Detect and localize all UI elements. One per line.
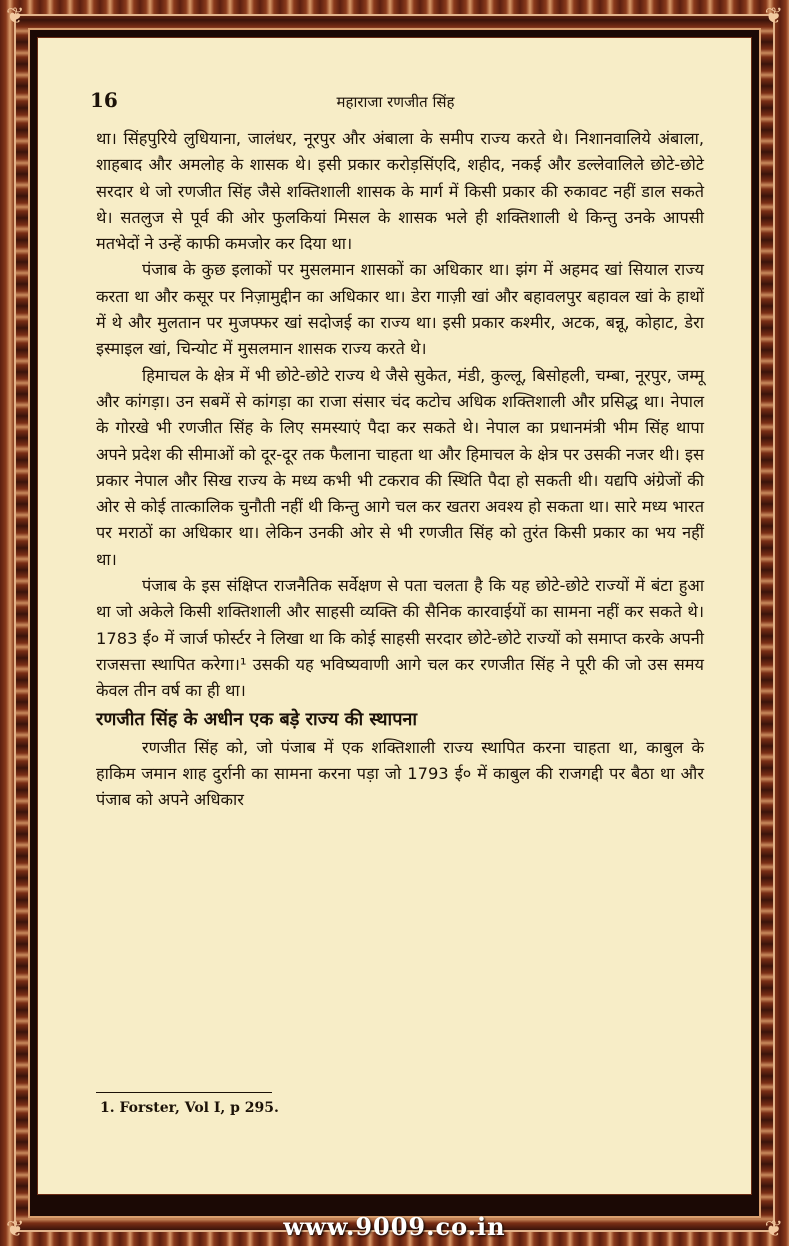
watermark-text: www.9009.co.in bbox=[283, 1212, 506, 1241]
paragraph-2: पंजाब के कुछ इलाकों पर मुसलमान शासकों का अधिकार था। झंग में अहमद खां सियाल राज्य करता था और कसूर पर निज़ामुद्दीन का अधिकार था। डेरा गाज़ी खां और बहावलपुर बहावल खां के हाथों में थे और मुलतान पर मुजफ्फर खां सदोजई का राज्य था। इसी प्रकार कश्मीर, अटक, बन्नू, कोहाट, डेरा इस्माइल खां, चिन्योट में मुसलमान शासक राज्य करते थे। bbox=[96, 260, 704, 359]
footnote-rule bbox=[96, 1092, 272, 1093]
flourish-icon: ❦ bbox=[764, 4, 783, 29]
paragraph-4: पंजाब के इस संक्षिप्त राजनैतिक सर्वेक्षण से पता चलता है कि यह छोटे-छोटे राज्यों में बंटा हुआ था जो अकेले किसी शक्तिशाली और साहसी व्यक्ति की सैनिक कारवाईयों का सामना नहीं कर सकते थे। 1783 ई० में जार्ज फोर्स्टर ने लिखा था कि कोई साहसी सरदार छोटे-छोटे राज्यों को समाप्त करके अपनी राजसत्ता स्थापित करेगा।¹ उसकी यह भविष्यवाणी आगे चल कर रणजीत सिंह ने पूरी की जो उस समय केवल तीन वर्ष का ही था। bbox=[96, 576, 704, 701]
flourish-icon: ❦ bbox=[764, 1217, 783, 1242]
footnote: 1. Forster, Vol I, p 295. bbox=[100, 1100, 279, 1116]
page-number: 16 bbox=[90, 88, 118, 112]
paragraph-5: रणजीत सिंह को, जो पंजाब में एक शक्तिशाली राज्य स्थापित करना चाहता था, काबुल के हाकिम जमान शाह दुर्रानी का सामना करना पड़ा जो 1793 ई० में काबुल की राजगद्दी पर बैठा था और पंजाब को अपने अधिकार bbox=[96, 737, 704, 810]
page-header bbox=[38, 88, 753, 118]
body-text bbox=[96, 126, 704, 813]
running-title: महाराजा रणजीत सिंह bbox=[336, 93, 455, 111]
paragraph-1: था। सिंहपुरिये लुधियाना, जालंधर, नूरपुर और अंबाला के समीप राज्य करते थे। निशानवालिये अंबाला, शाहबाद और अमलोह के शासक थे। इसी प्रकार करोड़सिंएदि, शहीद, नकई और डल्लेवालिले छोटे-छोटे सरदार थे जो रणजीत सिंह जैसे शक्तिशाली शासक के मार्ग में किसी प्रकार की रुकावट नहीं डाल सकते थे। सतलुज से पूर्व की ओर फुलकियां मिसल के शासक भले ही शक्तिशाली थे किन्तु उनके आपसी मतभेदों ने उन्हें काफी कमजोर कर दिया था। bbox=[96, 129, 704, 254]
book-page bbox=[37, 37, 752, 1195]
flourish-icon: ❦ bbox=[6, 1217, 25, 1242]
section-heading: रणजीत सिंह के अधीन एक बड़े राज्य की स्थापना bbox=[96, 708, 418, 730]
flourish-icon: ❦ bbox=[6, 4, 25, 29]
paragraph-3: हिमाचल के क्षेत्र में भी छोटे-छोटे राज्य थे जैसे सुकेत, मंडी, कुल्लू, बिसोहली, चम्बा, नूरपुर, जम्मू और कांगड़ा। उन सबमें से कांगड़ा का राजा संसार चंद कटोच अधिक शक्तिशाली और प्रसिद्ध था। नेपाल के गोरखे भी रणजीत सिंह के लिए समस्याएं पैदा कर सकते थे। नेपाल का प्रधानमंत्री भीम सिंह थापा अपने प्रदेश की सीमाओं को दूर-दूर तक फैलाना चाहता था और हिमाचल के क्षेत्र पर उसकी नजर थी। इस प्रकार नेपाल और सिख राज्य के मध्य कभी भी टकराव की स्थिति पैदा हो सकती थी। यद्यपि अंग्रेजों की ओर से कोई तात्कालिक चुनौती नहीं थी किन्तु आगे चल कर खतरा अवश्य हो सकता था। सारे मध्य भारत पर मराठों का अधिकार था। लेकिन उनकी ओर से भी रणजीत सिंह को तुरंत किसी प्रकार का भय नहीं था। bbox=[96, 365, 704, 569]
